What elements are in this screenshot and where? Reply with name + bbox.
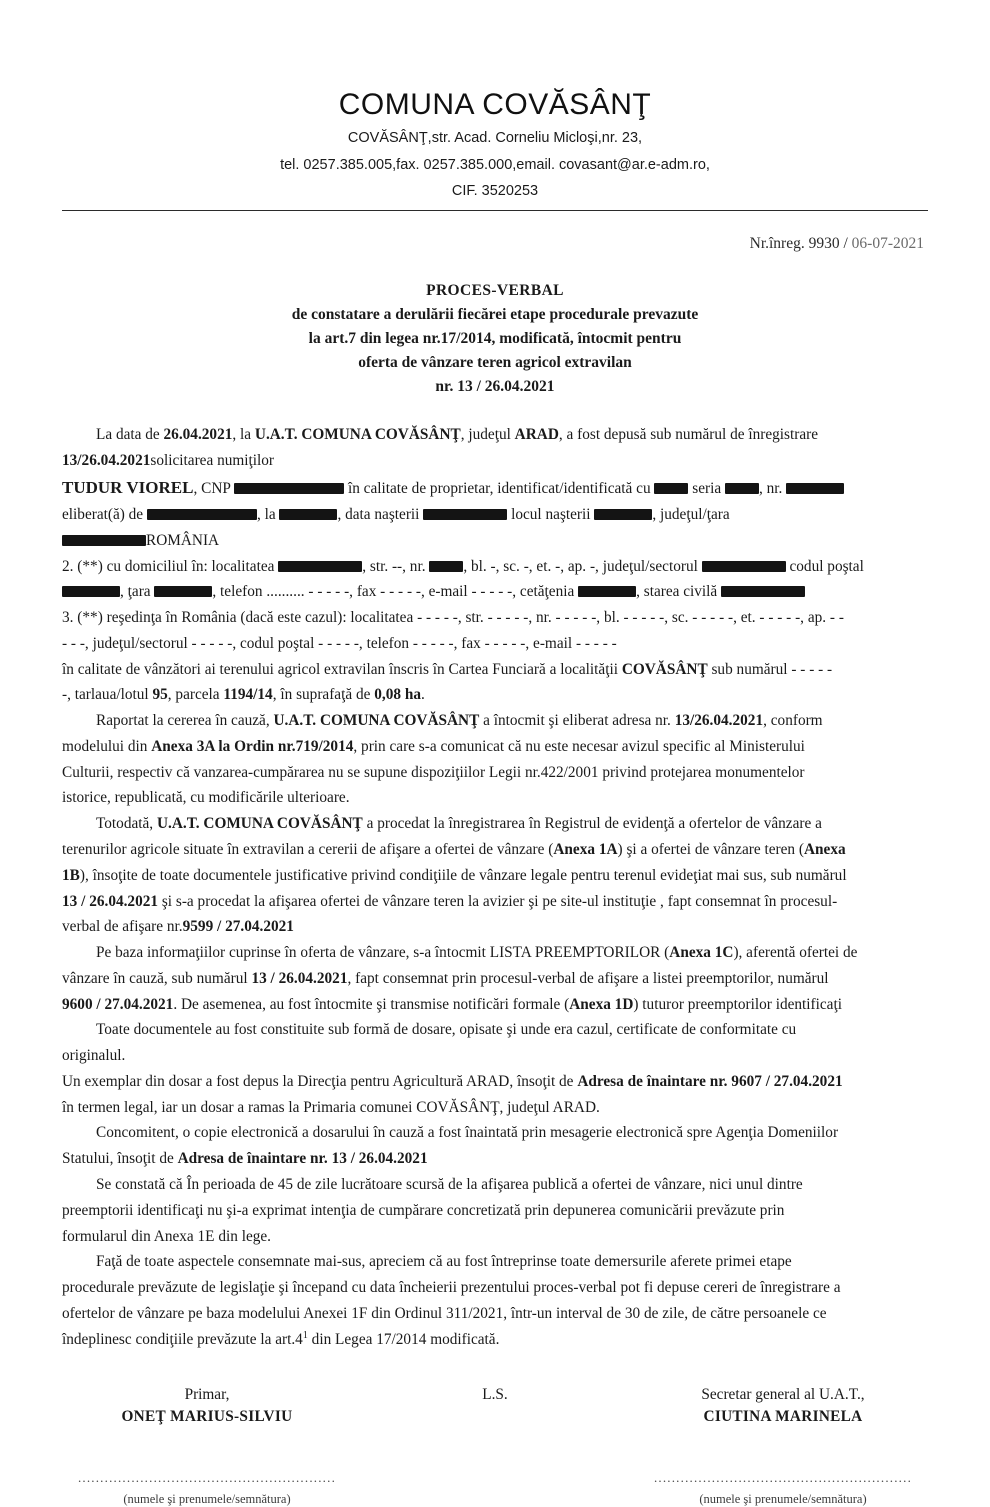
text-fragment: , fapt consemnat prin procesul-verbal de afişare a listei preemptorilor, numărul (347, 969, 829, 987)
text-fragment: îndeplinesc condiţiile prevăzute la art.4 (62, 1330, 303, 1348)
title-line-1: PROCES-VERBAL (426, 281, 564, 299)
text-fragment: -, tarlaua/lotul (62, 686, 153, 704)
redacted-street-number (429, 561, 463, 572)
signature-caption-mayor: (numele şi prenumele/semnătura) (123, 1492, 291, 1507)
text-fragment: Pe baza informaţiilor cuprinse în oferta de vânzare, s-a întocmit LISTA PREEMPTORILOR ( (96, 944, 670, 962)
text-fragment: şi s-a procedat la afişarea ofertei de vânzare teren la avizier şi pe site-ul instituţie , fapt consemnat în procesul- (158, 892, 838, 910)
text-fragment: ), aferentă ofertei de (733, 944, 858, 962)
paragraph-original: originalul. (62, 1047, 126, 1065)
redacted-locality (278, 561, 362, 572)
text-fragment: din Legea 17/2014 modificată. (307, 1330, 500, 1348)
request-registration-number: 13/26.04.2021 (62, 451, 151, 469)
text-fragment: seria (688, 480, 725, 498)
paragraph-issue-details (62, 503, 928, 528)
paragraph-electronic-copy: Concomitent, o copie electronică a dosarului în cauză a fost înaintată prin mesagerie electronică spre Agenţia Domeniilor (96, 1124, 839, 1142)
secretary-name: CIUTINA MARINELA (703, 1408, 863, 1426)
uat-name-2: U.A.T. COMUNA COVĂSÂNŢ (273, 712, 480, 730)
text-fragment: eliberat(ă) de (62, 506, 147, 524)
text-fragment: 2. (**) cu domiciliul în: localitatea (62, 557, 279, 575)
paragraph-parcel (62, 683, 928, 708)
redacted-issuer (147, 509, 257, 520)
parcel-area: 0,08 ha (374, 686, 421, 704)
signature-lines-row (62, 1470, 928, 1507)
signature-spacer (435, 1470, 555, 1507)
paragraph-land-registry (62, 658, 928, 683)
paragraph-conclusion-4 (62, 1328, 928, 1353)
offer-number: 13 / 26.04.2021 (62, 892, 159, 910)
locality-name: COVĂSÂNŢ (621, 660, 708, 678)
text-fragment: Raportat la cererea în cauză, (96, 712, 274, 730)
signature-row (62, 1386, 928, 1426)
paragraph-annex-3a (62, 735, 928, 760)
text-fragment: , str. --, nr. (362, 557, 430, 575)
preemptors-record-number: 9600 / 27.04.2021 (62, 995, 174, 1013)
text-fragment: Totodată, (96, 815, 157, 833)
text-fragment: Un exemplar din dosar a fost depus la Direcţia pentru Agricultură ARAD, însoţit de (62, 1072, 578, 1090)
organization-name: COMUNA COVĂSÂNŢ (338, 88, 652, 121)
registration-label: Nr.înreg. (749, 234, 805, 252)
text-fragment: , starea civilă (636, 583, 722, 601)
text-fragment: , la (256, 506, 280, 524)
text-fragment: La data de (96, 425, 164, 443)
text-fragment: , CNP (193, 480, 235, 498)
organization-contact: tel. 0257.385.005,fax. 0257.385.000,email. covasant@ar.e-adm.ro, (280, 156, 710, 173)
text-fragment: modelului din (62, 737, 152, 755)
paragraph-preemptors-list (62, 941, 928, 966)
paragraph-conclusion-3: ofertelor de vânzare pe baza modelului Anexei 1F din Ordinul 311/2021, într-un interval de 30 de zile, de către persoanele ce (62, 1304, 827, 1322)
paragraph-no-preemptor-intent: preemptorii identificaţi nu şi-a exprimat intenţia de cumpărare concretizată prin depunerea comunicării prevăzute prin (62, 1201, 785, 1219)
offer-number-2: 13 / 26.04.2021 (251, 969, 348, 987)
dotted-line-secretary: .......................................................... (653, 1470, 913, 1486)
uat-name-3: U.A.T. COMUNA COVĂSÂNŢ (156, 815, 363, 833)
redacted-cnp (234, 483, 344, 494)
text-fragment: , judeţul (460, 425, 515, 443)
redacted-civil-status (721, 586, 805, 597)
registration-separator: / (843, 234, 848, 252)
parcel-number: 1194/14 (223, 686, 273, 704)
redacted-id-type (654, 483, 688, 494)
text-fragment: în calitate de vânzători ai terenului agricol extravilan înscris în Cartea Funciară a localităţii (62, 660, 622, 678)
text-fragment: terenurilor agricole situate în extravilan a cererii de afişare a ofertei de vânzare ( (62, 841, 554, 859)
text-fragment: , data naşterii (337, 506, 424, 524)
text-fragment: în calitate de proprietar, identificat/identificată cu (344, 480, 655, 498)
text-fragment: . (420, 686, 425, 704)
organization-address: COVĂSÂNŢ,str. Acad. Corneliu Micloşi,nr. 23, (347, 130, 643, 146)
paragraph-filing (62, 423, 928, 448)
signature-block-secretary (638, 1386, 928, 1426)
paragraph-posting-record (62, 915, 928, 940)
paragraph-annex-1e: formularul din Anexa 1E din lege. (62, 1227, 272, 1245)
annex-1d-reference: Anexa 1D (569, 995, 634, 1013)
paragraph-notifications (62, 993, 928, 1018)
redacted-birth-date (423, 509, 507, 520)
seal-placeholder (435, 1386, 555, 1426)
mayor-role-label: Primar, (184, 1386, 230, 1404)
paragraph-seller-identity (62, 474, 928, 502)
text-fragment: , bl. -, sc. -, et. -, ap. -, judeţul/sectorul (463, 557, 702, 575)
organization-cif: CIF. 3520253 (451, 183, 539, 200)
header-divider (62, 210, 928, 211)
mayor-name: ONEŢ MARIUS-SILVIU (121, 1408, 293, 1426)
annex-1a-reference: Anexa 1A (553, 841, 618, 859)
document-body (62, 423, 928, 1353)
text-fragment: , în suprafaţă de (272, 686, 375, 704)
paragraph-state-domains (62, 1147, 928, 1172)
paragraph-culture-ministry: Culturii, respectiv că vanzarea-cumpărarea nu se supune dispoziţiilor Legii nr.422/2001 privind protejarea monumentelor (62, 763, 805, 781)
paragraph-conclusion-2: procedurale prevăzute de legislaţie şi începand cu data încheierii prezentului proces-verbal pot fi depuse cereri de înregistrare a (62, 1279, 841, 1297)
paragraph-country (62, 529, 928, 554)
paragraph-45-days: Se constată că În perioada de 45 de zile lucrătoare scursă de la afişarea publică a ofertei de vânzare, nici unul dintre (96, 1175, 803, 1193)
paragraph-preemptors-number (62, 967, 928, 992)
paragraph-domicile (62, 555, 928, 580)
text-fragment: , a fost depusă sub numărul de înregistrare (558, 425, 818, 443)
redacted-postal-code (62, 586, 120, 597)
paragraph-address-issued (62, 709, 928, 734)
signature-block-mayor (62, 1386, 352, 1426)
text-fragment: verbal de afişare nr. (62, 918, 183, 936)
text-fragment: , nr. (758, 480, 787, 498)
seal-label: L.S. (482, 1386, 508, 1404)
paragraph-posting (62, 890, 928, 915)
text-fragment: locul naşterii (507, 506, 595, 524)
posting-record-number: 9599 / 27.04.2021 (182, 918, 294, 936)
letterhead (62, 0, 928, 202)
text-fragment: , telefon .......... - - - - -, fax - - - - -, e-mail - - - - -, cetăţenia (212, 583, 579, 601)
text-fragment: . De asemenea, au fost întocmite şi transmise notificări formale ( (173, 995, 570, 1013)
dotted-line-mayor: .......................................................... (77, 1470, 337, 1486)
paragraph-legal-term: în termen legal, iar un dosar a ramas la Primaria comunei COVĂSÂNŢ, judeţul ARAD. (62, 1098, 600, 1116)
text-fragment: vânzare în cauză, sub numărul (62, 969, 252, 987)
address-number: 13/26.04.2021 (674, 712, 764, 730)
text-fragment: , ţara (120, 583, 155, 601)
text-fragment: a procedat la înregistrarea în Registrul de evidenţă a ofertelor de vânzare a (362, 815, 822, 833)
text-fragment: , prin care s-a comunicat că nu este necesar avizul specific al Ministerului (353, 737, 805, 755)
title-line-3: la art.7 din legea nr.17/2014, modificată, întocmit pentru (308, 329, 682, 347)
text-fragment: , judeţul/ţara (652, 506, 730, 524)
plot-number: 95 (152, 686, 168, 704)
redacted-country-2 (154, 586, 212, 597)
secretary-role-label: Secretar general al U.A.T., (701, 1386, 865, 1404)
document-title-block (62, 279, 928, 399)
paragraph-historic-monuments: istorice, republicată, cu modificările ulterioare. (62, 789, 350, 807)
text-fragment: a întocmit şi eliberat adresa nr. (479, 712, 675, 730)
paragraph-conclusion: Faţă de toate aspectele consemnate mai-sus, apreciem că au fost întreprinse toate demersurile aferete primei etape (96, 1253, 792, 1271)
signature-caption-secretary: (numele şi prenumele/semnătura) (699, 1492, 867, 1507)
uat-name: U.A.T. COMUNA COVĂSÂNŢ (254, 425, 461, 443)
text-fragment: solicitarea numiţilor (150, 451, 275, 469)
county-name: ARAD (514, 425, 559, 443)
forwarding-address-9607: Adresa de înaintare nr. 9607 / 27.04.2021 (577, 1072, 843, 1090)
seller-name: TUDUR VIOREL (62, 478, 194, 498)
paragraph-registration-number (62, 449, 928, 474)
redacted-issue-date (279, 509, 337, 520)
forwarding-address-13: Adresa de înaintare nr. 13 / 26.04.2021 (177, 1150, 428, 1168)
paragraph-documents-dossier: Toate documentele au fost constituite sub formă de dosare, opisate şi unde era cazul, certificate de conformitate cu (96, 1021, 797, 1039)
paragraph-agriculture-dept (62, 1070, 928, 1095)
signature-line-mayor (62, 1470, 352, 1507)
text-fragment: sub numărul - - - - - (707, 660, 833, 678)
redacted-citizenship (578, 586, 636, 597)
text-fragment: ) şi a ofertei de vânzare teren ( (617, 841, 804, 859)
title-line-2: de constatare a derulării fiecărei etape procedurale prevazute (291, 305, 699, 323)
filing-date: 26.04.2021 (163, 425, 233, 443)
annex-1b-reference-part2: 1B (62, 866, 80, 884)
text-fragment: ) tuturor preemptorilor identificaţi (633, 995, 842, 1013)
text-fragment: , conform (763, 712, 823, 730)
text-fragment: ), însoţite de toate documentele justificative privind condiţiile de vânzare legale pentru terenul evideţiat mai sus, sub numărul (79, 866, 847, 884)
country-name: ROMÂNIA (146, 531, 220, 549)
registration-line (62, 235, 928, 253)
title-line-5: nr. 13 / 26.04.2021 (435, 377, 555, 395)
text-fragment: Statului, însoţit de (62, 1150, 178, 1168)
registration-date: 06-07-2021 (851, 234, 924, 252)
signature-line-secretary (638, 1470, 928, 1507)
paragraph-annex-1b-cont (62, 864, 928, 889)
annex-1c-reference: Anexa 1C (669, 944, 734, 962)
paragraph-contact (62, 580, 928, 605)
text-fragment: codul poştal (785, 557, 864, 575)
paragraph-residence: 3. (**) reşedinţa în România (dacă este cazul): localitatea - - - - -, str. - - - - -, nr. - - - - -, bl. - - - - -, sc. - - - - -, et. - - - - -, ap. - - (62, 609, 844, 627)
annex-1b-reference-part1: Anexa (803, 841, 846, 859)
paragraph-annexes-1a-1b (62, 838, 928, 863)
paragraph-residence-cont: - - -, judeţul/sectorul - - - - -, codul poştal - - - - -, telefon - - - - -, fax - - - - -, e-mail - - - - - (62, 634, 617, 652)
redacted-birth-place (594, 509, 652, 520)
paragraph-registry-entry (62, 812, 928, 837)
redacted-id-number (786, 483, 844, 494)
annex-3a-reference: Anexa 3A la Ordin nr.719/2014 (151, 737, 354, 755)
text-fragment: , la (232, 425, 255, 443)
registration-number: 9930 (808, 234, 840, 252)
redacted-county-sector (702, 561, 786, 572)
article-superscript: 1 (302, 1329, 308, 1341)
redacted-country (62, 535, 146, 546)
title-line-4: oferta de vânzare teren agricol extravilan (358, 353, 632, 371)
text-fragment: , parcela (167, 686, 224, 704)
redacted-id-series (725, 483, 759, 494)
